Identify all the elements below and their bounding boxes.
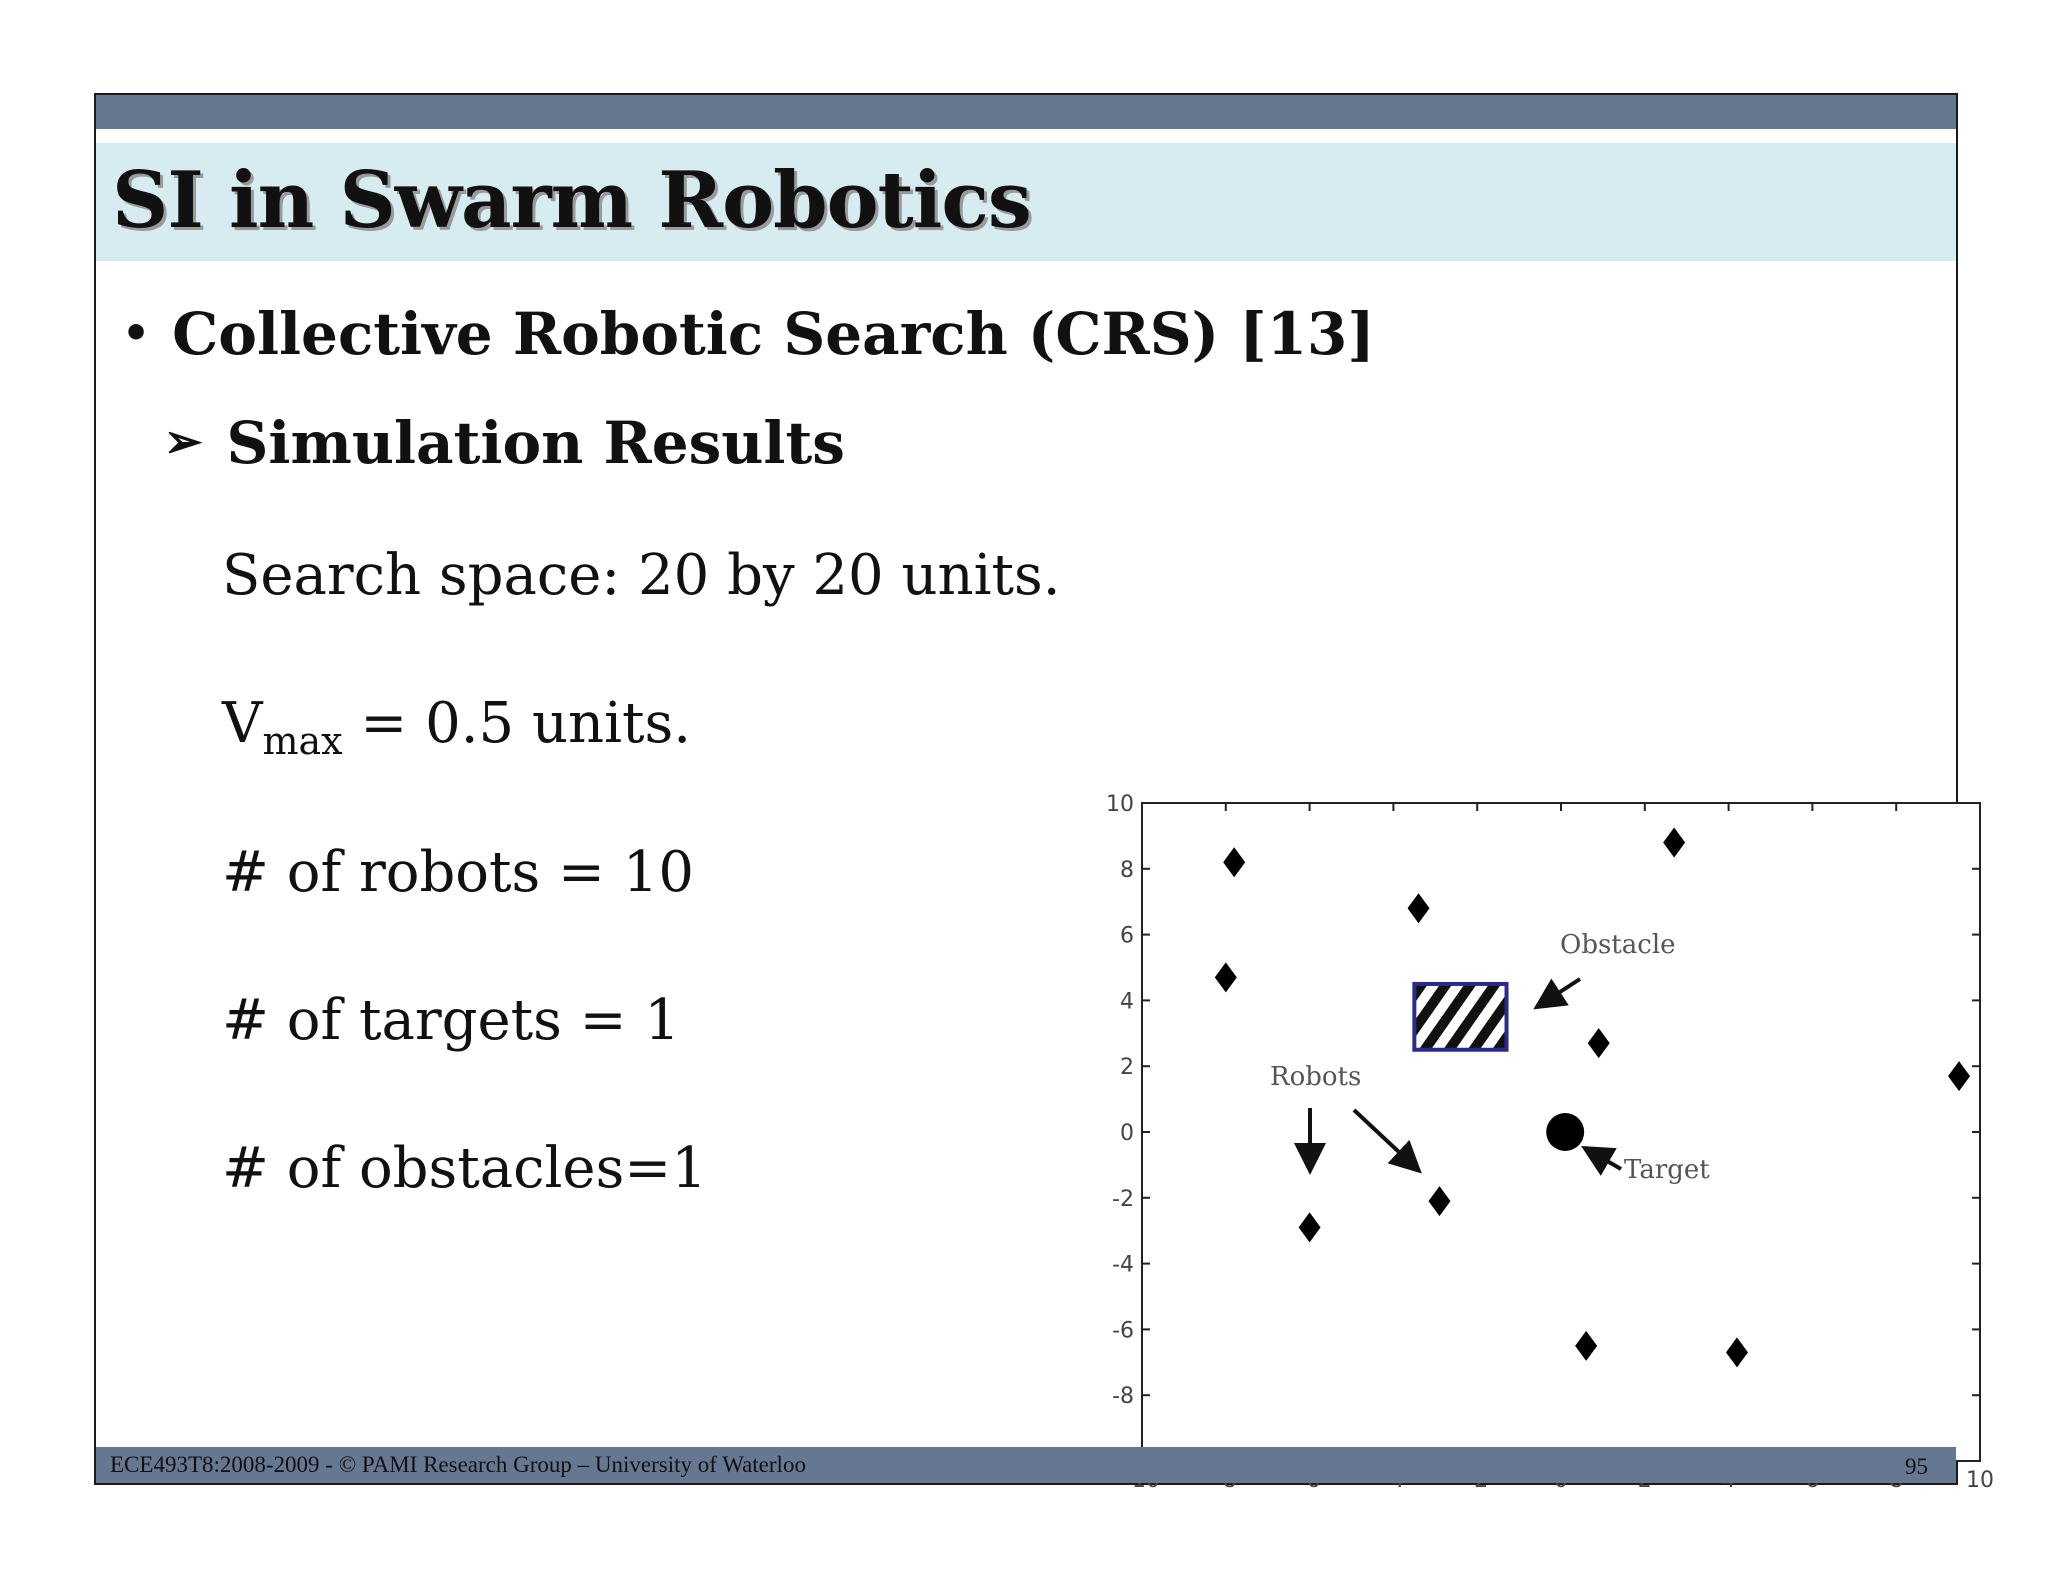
y-tick-label: 8: [1120, 857, 1134, 883]
y-tick-label: -6: [1112, 1318, 1134, 1344]
sub-bullet-text: Simulation Results: [226, 409, 845, 477]
param-obstacles: # of obstacles=1: [222, 1136, 707, 1201]
y-tick-label: 4: [1120, 989, 1134, 1015]
x-tick-label: 10: [1966, 1468, 1994, 1493]
bullet-dot-icon: •: [122, 308, 151, 359]
robots-label: Robots: [1270, 1062, 1362, 1092]
obstacle-marker: [1414, 984, 1506, 1050]
simulation-scatter-plot: [996, 677, 2006, 1497]
y-tick-label: -4: [1112, 1252, 1134, 1278]
target-marker: [1546, 1113, 1584, 1151]
footer-text: ECE493T8:2008-2009 - © PAMI Research Group – University of Waterloo: [110, 1452, 806, 1477]
slide-title: SI in Swarm Robotics: [112, 155, 1031, 246]
param-robots: # of robots = 10: [222, 840, 695, 905]
y-tick-label: -8: [1112, 1384, 1134, 1410]
vmax-value: = 0.5 units.: [342, 691, 692, 756]
bullet-item: [122, 300, 1375, 368]
param-targets: # of targets = 1: [222, 988, 681, 1053]
target-label: Target: [1624, 1155, 1710, 1185]
obstacle-label: Obstacle: [1560, 930, 1676, 960]
param-search-space: Search space: 20 by 20 units.: [222, 543, 1061, 608]
slide: [94, 93, 1994, 1493]
page-number: 95: [1905, 1454, 1928, 1479]
bullet-text: Collective Robotic Search (CRS) [13]: [172, 300, 1375, 368]
y-tick-label: 2: [1120, 1055, 1134, 1081]
footer-bar: [96, 1447, 1956, 1483]
vmax-symbol: V: [222, 691, 263, 756]
vmax-subscript: max: [262, 719, 343, 764]
param-vmax: [222, 691, 691, 763]
y-tick-label: 10: [1106, 792, 1134, 817]
top-bar: [96, 95, 1956, 129]
sub-bullet-item: [164, 409, 845, 477]
y-tick-label: -2: [1112, 1186, 1134, 1212]
y-tick-label: 0: [1120, 1121, 1134, 1146]
arrow-bullet-icon: ➢: [164, 414, 203, 468]
y-tick-label: 6: [1120, 923, 1134, 949]
